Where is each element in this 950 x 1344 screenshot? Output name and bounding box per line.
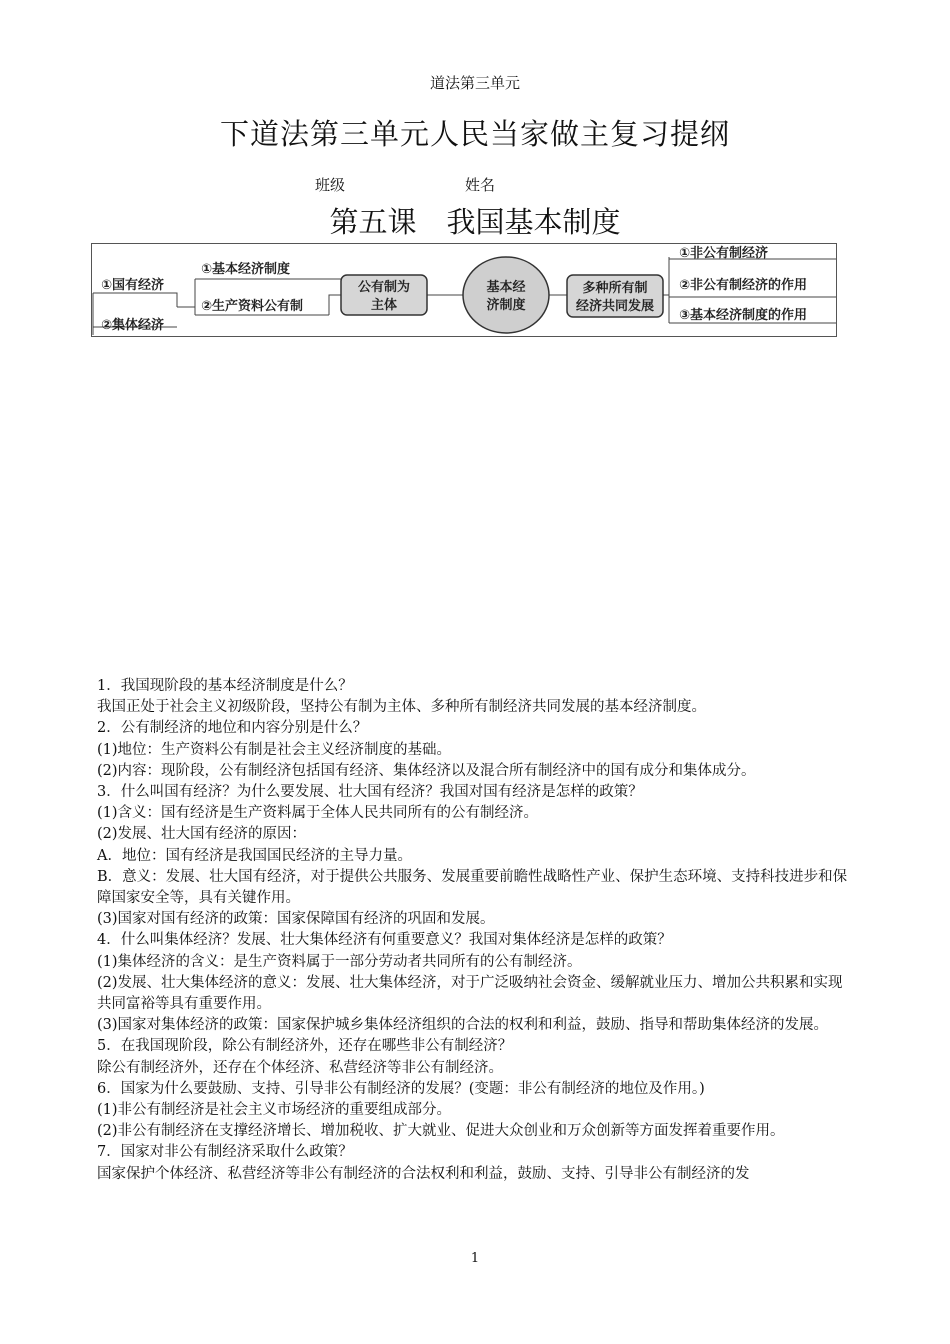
content-line: 7．国家对非公有制经济采取什么政策？: [97, 1144, 353, 1161]
content-line: 3．什么叫国有经济？为什么要发展、壮大国有经济？我国对国有经济是怎样的政策？: [97, 784, 643, 801]
right-box-line1: 多种所有制: [582, 281, 648, 296]
page-title: 下道法第三单元人民当家做主复习提纲: [219, 117, 730, 151]
content-line: A．地位：国有经济是我国国民经济的主导力量。: [97, 847, 412, 864]
lesson-heading: [0, 200, 950, 241]
content-line: (1)集体经济的含义：是生产资料属于一部分劳动者共同所有的公有制经济。: [97, 953, 582, 970]
center-line1: 基本经: [486, 280, 526, 295]
center-line2: 济制度: [486, 298, 526, 313]
far-left-item-collective-economy: ②集体经济: [101, 318, 165, 333]
content-line: 6．国家为什么要鼓励、支持、引导非公有制经济的发展？(变题：非公有制经济的地位及作用。): [97, 1080, 705, 1097]
content-line: (2)发展、壮大集体经济的意义：发展、壮大集体经济，对于广泛吸纳社会资金、缓解就业压力、增加公共积累和实现共同富裕等具有重要作用。: [97, 974, 843, 1013]
content-line: (2)非公有制经济在支撑经济增长、增加税收、扩大就业、促进大众创业和万众创新等方面发挥着重要作用。: [97, 1123, 785, 1140]
content-line: 2．公有制经济的地位和内容分别是什么？: [97, 720, 368, 737]
right-item-non-public: ①非公有制经济: [679, 246, 769, 261]
lesson-number: 第五课: [329, 205, 417, 239]
content-line: (1)地位：生产资料公有制是社会主义经济制度的基础。: [97, 741, 452, 758]
content-line: (1)非公有制经济是社会主义市场经济的重要组成部分。: [97, 1102, 452, 1119]
content-line: (1)含义：国有经济是生产资料属于全体人民共同所有的公有制经济。: [97, 805, 539, 822]
content-line: (3)国家对集体经济的政策：国家保护城乡集体经济组织的合法的权利和利益，鼓励、指导和帮助集体经济的发展。: [97, 1017, 829, 1034]
right-box-line2: 经济共同发展: [575, 299, 655, 314]
content-line: 5．在我国现阶段，除公有制经济外，还存在哪些非公有制经济？: [97, 1038, 513, 1055]
content-line: 国家保护个体经济、私营经济等非公有制经济的合法权利和利益，鼓励、支持、引导非公有制经济的发: [97, 1165, 750, 1182]
right-item-non-public-role: ②非公有制经济的作用: [679, 278, 808, 293]
mind-map-diagram: [91, 243, 837, 337]
content-line: B．意义：发展、壮大国有经济，对于提供公共服务、发展重要前瞻性战略性产业、保护生态环境、支持科技进步和保障国家安全等，具有关键作用。: [97, 868, 848, 907]
page-header: 道法第三单元: [429, 74, 520, 92]
far-left-item-state-economy: ①国有经济: [101, 278, 165, 293]
left-box-line1: 公有制为: [357, 280, 411, 295]
content-line: (3)国家对国有经济的政策：国家保障国有经济的巩固和发展。: [97, 911, 495, 928]
content-line: 除公有制经济外，还存在个体经济、私营经济等非公有制经济。: [97, 1059, 503, 1076]
right-item-system-role: ③基本经济制度的作用: [679, 308, 808, 323]
content-line: (2)内容：现阶段，公有制经济包括国有经济、集体经济以及混合所有制经济中的国有成分和集体成分。: [97, 762, 756, 779]
content-line: 我国正处于社会主义初级阶段，坚持公有制为主体、多种所有制经济共同发展的基本经济制度。: [97, 699, 706, 716]
review-content: [97, 676, 857, 1185]
content-line: 1．我国现阶段的基本经济制度是什么？: [97, 678, 353, 694]
class-label: 班级: [315, 176, 346, 194]
left-item-basic-system: ①基本经济制度: [201, 262, 291, 277]
left-box-line2: 主体: [370, 298, 398, 313]
lesson-name: 我国基本制度: [446, 205, 621, 239]
left-item-public-ownership: ②生产资料公有制: [201, 299, 304, 314]
name-label: 姓名: [465, 176, 496, 194]
page-number: 1: [470, 1251, 480, 1266]
content-line: (2)发展、壮大国有经济的原因：: [97, 826, 307, 843]
content-line: 4．什么叫集体经济？发展、壮大集体经济有何重要意义？我国对集体经济是怎样的政策？: [97, 932, 672, 949]
center-node: [463, 257, 549, 333]
